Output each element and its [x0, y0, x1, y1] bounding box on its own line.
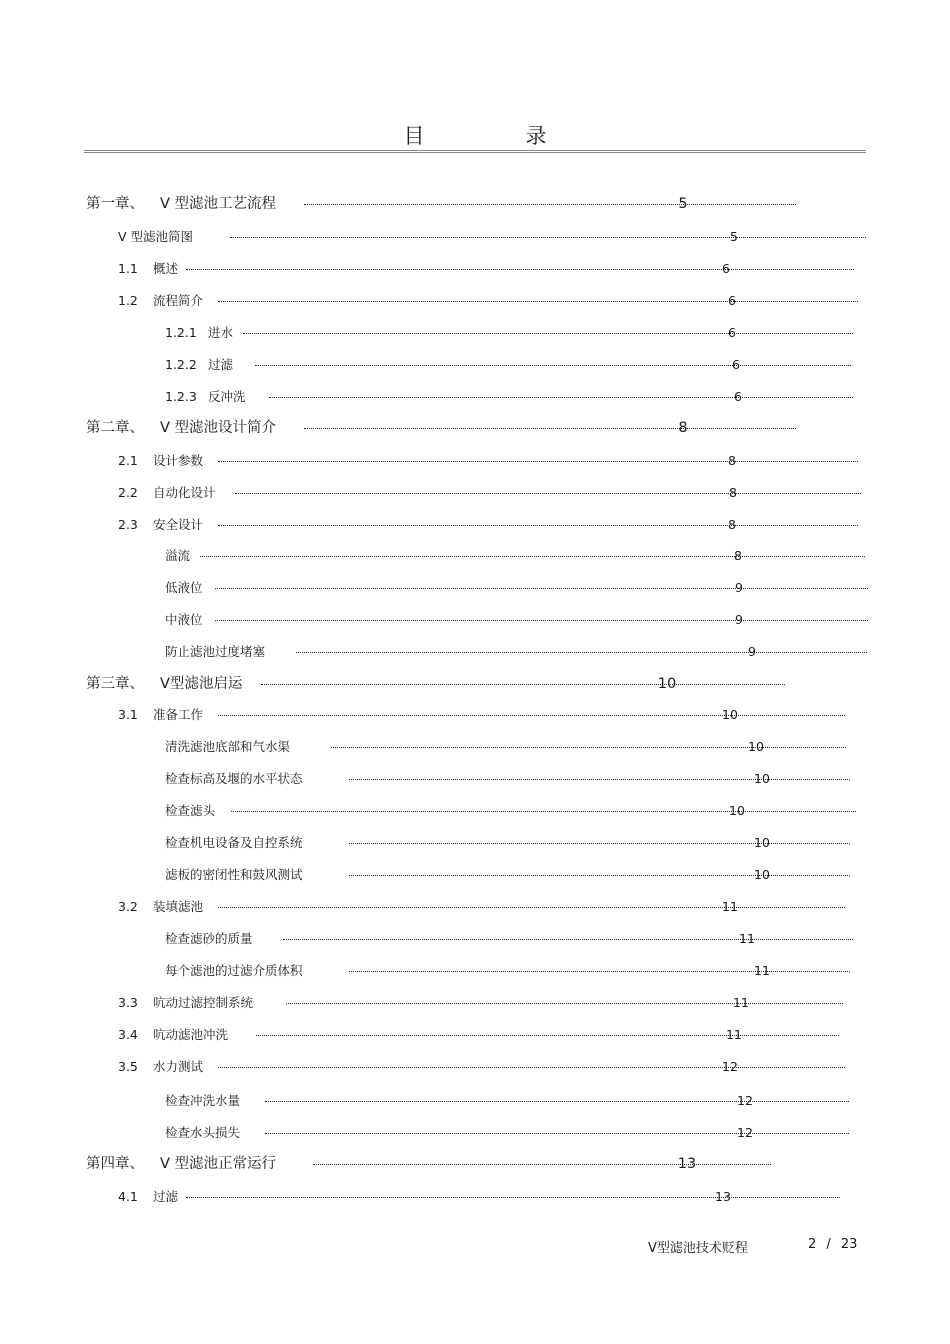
- toc-leader-dots: [218, 907, 845, 908]
- toc-entry[interactable]: [165, 960, 950, 982]
- toc-entry[interactable]: [165, 736, 950, 758]
- toc-entry[interactable]: [165, 864, 950, 886]
- toc-entry-page: 10: [657, 676, 677, 692]
- toc-entry-number: 3.4: [118, 1027, 138, 1042]
- toc-entry-page: 6: [734, 389, 742, 404]
- toc-entry-page: 13: [715, 1189, 731, 1204]
- toc-leader-dots: [231, 811, 856, 812]
- toc-entry-page: 8: [734, 548, 742, 563]
- toc-entry-number: 2.1: [118, 453, 138, 468]
- toc-entry-page: 10: [754, 835, 770, 850]
- toc-leader-dots: [286, 1003, 843, 1004]
- toc-entry-label: 装填滤池: [153, 899, 204, 914]
- toc-entry[interactable]: [86, 193, 950, 215]
- toc-entry-page: 12: [722, 1059, 738, 1074]
- toc-entry[interactable]: [165, 545, 950, 567]
- toc-leader-dots: [304, 204, 796, 205]
- toc-leader-dots: [283, 939, 853, 940]
- toc-entry-label: 吭动滤池冲洗: [153, 1027, 229, 1042]
- toc-entry-number: 第一章、: [86, 196, 144, 212]
- toc-entry[interactable]: [165, 928, 950, 950]
- toc-entry-page: 11: [754, 963, 770, 978]
- toc-entry-page: 11: [739, 931, 755, 946]
- toc-leader-dots: [218, 715, 845, 716]
- toc-leader-dots: [269, 397, 853, 398]
- toc-entry-page: 11: [726, 1027, 742, 1042]
- toc-leader-dots: [218, 301, 858, 302]
- toc-entry[interactable]: [118, 704, 950, 726]
- toc-entry-label: 检查标高及堰的水平状态: [165, 771, 303, 786]
- toc-entry-label: 反冲洗: [208, 389, 246, 404]
- toc-entry-number: 3.2: [118, 899, 138, 914]
- toc-entry-page: 10: [748, 739, 764, 754]
- toc-entry-label: 检查机电设备及自控系统: [165, 835, 303, 850]
- toc-entry-number: 2.2: [118, 485, 138, 500]
- toc-leader-dots: [349, 843, 850, 844]
- toc-leader-dots: [255, 365, 851, 366]
- toc-entry-page: 9: [735, 580, 743, 595]
- toc-leader-dots: [313, 1164, 771, 1165]
- toc-entry-number: 3.5: [118, 1059, 138, 1074]
- toc-entry-page: 6: [732, 357, 740, 372]
- toc-entry-page: 10: [722, 707, 738, 722]
- toc-entry-label: 吭动过滤控制系统: [153, 995, 254, 1010]
- toc-entry-label: V 型滤池简图: [118, 229, 194, 244]
- toc-entry[interactable]: [165, 641, 950, 663]
- toc-entry[interactable]: [118, 514, 950, 536]
- toc-entry-label: 概述: [153, 261, 179, 276]
- toc-entry-label: 准备工作: [153, 707, 204, 722]
- toc-entry-label: 滤板的密闭性和鼓风测试: [165, 867, 303, 882]
- toc-entry-page: 9: [748, 644, 756, 659]
- toc-entry-label: 每个滤池的过滤介质体积: [165, 963, 303, 978]
- toc-entry-label: 检查冲洗水量: [165, 1093, 241, 1108]
- toc-entry[interactable]: [165, 322, 950, 344]
- toc-leader-dots: [200, 556, 865, 557]
- page-title: 目 录: [403, 124, 587, 148]
- toc-entry-number: 第四章、: [86, 1156, 144, 1172]
- toc-entry-label: 低液位: [165, 580, 203, 595]
- toc-entry-page: 5: [730, 229, 738, 244]
- toc-entry-label: 设计参数: [153, 453, 204, 468]
- toc-leader-dots: [349, 971, 850, 972]
- toc-entry-page: 10: [754, 771, 770, 786]
- toc-entry-label: 清洗滤池底部和气水渠: [165, 739, 291, 754]
- toc-entry-number: 2.3: [118, 517, 138, 532]
- toc-entry[interactable]: [165, 832, 950, 854]
- toc-entry-page: 9: [735, 612, 743, 627]
- toc-entry-page: 5: [678, 196, 688, 212]
- toc-entry-number: 4.1: [118, 1189, 138, 1204]
- toc-entry-page: 12: [737, 1125, 753, 1140]
- toc-entry-label: 防止滤池过度堵塞: [165, 644, 266, 659]
- toc-leader-dots: [296, 652, 867, 653]
- toc-entry-label: 自动化设计: [153, 485, 216, 500]
- toc-entry[interactable]: [86, 417, 950, 439]
- toc-entry[interactable]: [118, 1056, 950, 1078]
- toc-entry-label: 流程简介: [153, 293, 204, 308]
- toc-entry-label: 检查滤头: [165, 803, 216, 818]
- toc-entry[interactable]: [118, 1186, 950, 1208]
- toc-entry[interactable]: [165, 768, 950, 790]
- toc-leader-dots: [331, 747, 846, 748]
- toc-entry-page: 11: [722, 899, 738, 914]
- toc-entry-page: 8: [728, 517, 736, 532]
- toc-entry[interactable]: [165, 1090, 950, 1112]
- toc-entry[interactable]: [165, 577, 950, 599]
- toc-entry-label: 检查滤砂的质量: [165, 931, 253, 946]
- toc-leader-dots: [256, 1035, 839, 1036]
- toc-leader-dots: [186, 269, 854, 270]
- toc-entry-label: 进水: [208, 325, 234, 340]
- toc-entry[interactable]: [165, 1122, 950, 1144]
- toc-leader-dots: [215, 620, 868, 621]
- toc-leader-dots: [265, 1133, 849, 1134]
- toc-leader-dots: [230, 237, 866, 238]
- toc-entry[interactable]: [118, 226, 950, 248]
- toc-entry-number: 1.1: [118, 261, 138, 276]
- toc-entry[interactable]: [118, 450, 950, 472]
- toc-entry-label: V 型滤池设计简介: [160, 420, 277, 436]
- toc-entry[interactable]: [165, 800, 950, 822]
- toc-entry-label: 过滤: [153, 1189, 179, 1204]
- toc-entry-page: 6: [728, 325, 736, 340]
- toc-leader-dots: [215, 588, 868, 589]
- toc-entry[interactable]: [118, 482, 950, 504]
- toc-entry-label: 安全设计: [153, 517, 204, 532]
- toc-leader-dots: [235, 493, 861, 494]
- toc-entry-page: 6: [722, 261, 730, 276]
- toc-entry-label: 检查水头损失: [165, 1125, 241, 1140]
- toc-leader-dots: [218, 1067, 845, 1068]
- footer-page-indicator: 2 / 23: [808, 1237, 858, 1252]
- toc-entry-page: 10: [754, 867, 770, 882]
- toc-entry-label: 溢流: [165, 548, 191, 563]
- toc-entry-number: 第二章、: [86, 420, 144, 436]
- toc-leader-dots: [243, 333, 853, 334]
- footer-document-title: V型滤池技术贬程: [648, 1241, 748, 1256]
- toc-entry-page: 8: [729, 485, 737, 500]
- toc-leader-dots: [218, 525, 858, 526]
- toc-entry-label: 水力测试: [153, 1059, 204, 1074]
- toc-entry-label: V 型滤池工艺流程: [160, 196, 277, 212]
- toc-entry-number: 1.2.1: [165, 325, 197, 340]
- toc-entry[interactable]: [86, 1153, 950, 1175]
- toc-entry-page: 8: [678, 420, 688, 436]
- toc-entry-number: 3.1: [118, 707, 138, 722]
- toc-entry-page: 10: [729, 803, 745, 818]
- toc-leader-dots: [186, 1197, 840, 1198]
- toc-entry[interactable]: [118, 258, 950, 280]
- toc-leader-dots: [349, 875, 850, 876]
- toc-entry[interactable]: [118, 1024, 950, 1046]
- toc-leader-dots: [304, 428, 796, 429]
- toc-entry[interactable]: [118, 992, 950, 1014]
- toc-entry-label: 过滤: [208, 357, 234, 372]
- toc-entry[interactable]: [86, 673, 950, 695]
- toc-entry-label: 中液位: [165, 612, 203, 627]
- toc-entry[interactable]: [118, 896, 950, 918]
- toc-entry-number: 1.2.2: [165, 357, 197, 372]
- toc-entry[interactable]: [165, 609, 950, 631]
- toc-leader-dots: [265, 1101, 849, 1102]
- toc-entry-label: V型滤池启运: [160, 676, 243, 692]
- title-divider: [84, 150, 866, 153]
- toc-entry-page: 12: [737, 1093, 753, 1108]
- toc-entry-label: V 型滤池正常运行: [160, 1156, 277, 1172]
- toc-leader-dots: [349, 779, 850, 780]
- toc-leader-dots: [261, 684, 785, 685]
- toc-entry-page: 8: [728, 453, 736, 468]
- toc-entry-number: 第三章、: [86, 676, 144, 692]
- toc-entry-page: 11: [733, 995, 749, 1010]
- toc-entry-page: 6: [728, 293, 736, 308]
- toc-entry-number: 1.2.3: [165, 389, 197, 404]
- toc-entry-number: 1.2: [118, 293, 138, 308]
- toc-entry[interactable]: [165, 386, 950, 408]
- toc-entry-page: 13: [677, 1156, 697, 1172]
- toc-leader-dots: [218, 461, 858, 462]
- toc-entry[interactable]: [118, 290, 950, 312]
- toc-entry-number: 3.3: [118, 995, 138, 1010]
- toc-entry[interactable]: [165, 354, 950, 376]
